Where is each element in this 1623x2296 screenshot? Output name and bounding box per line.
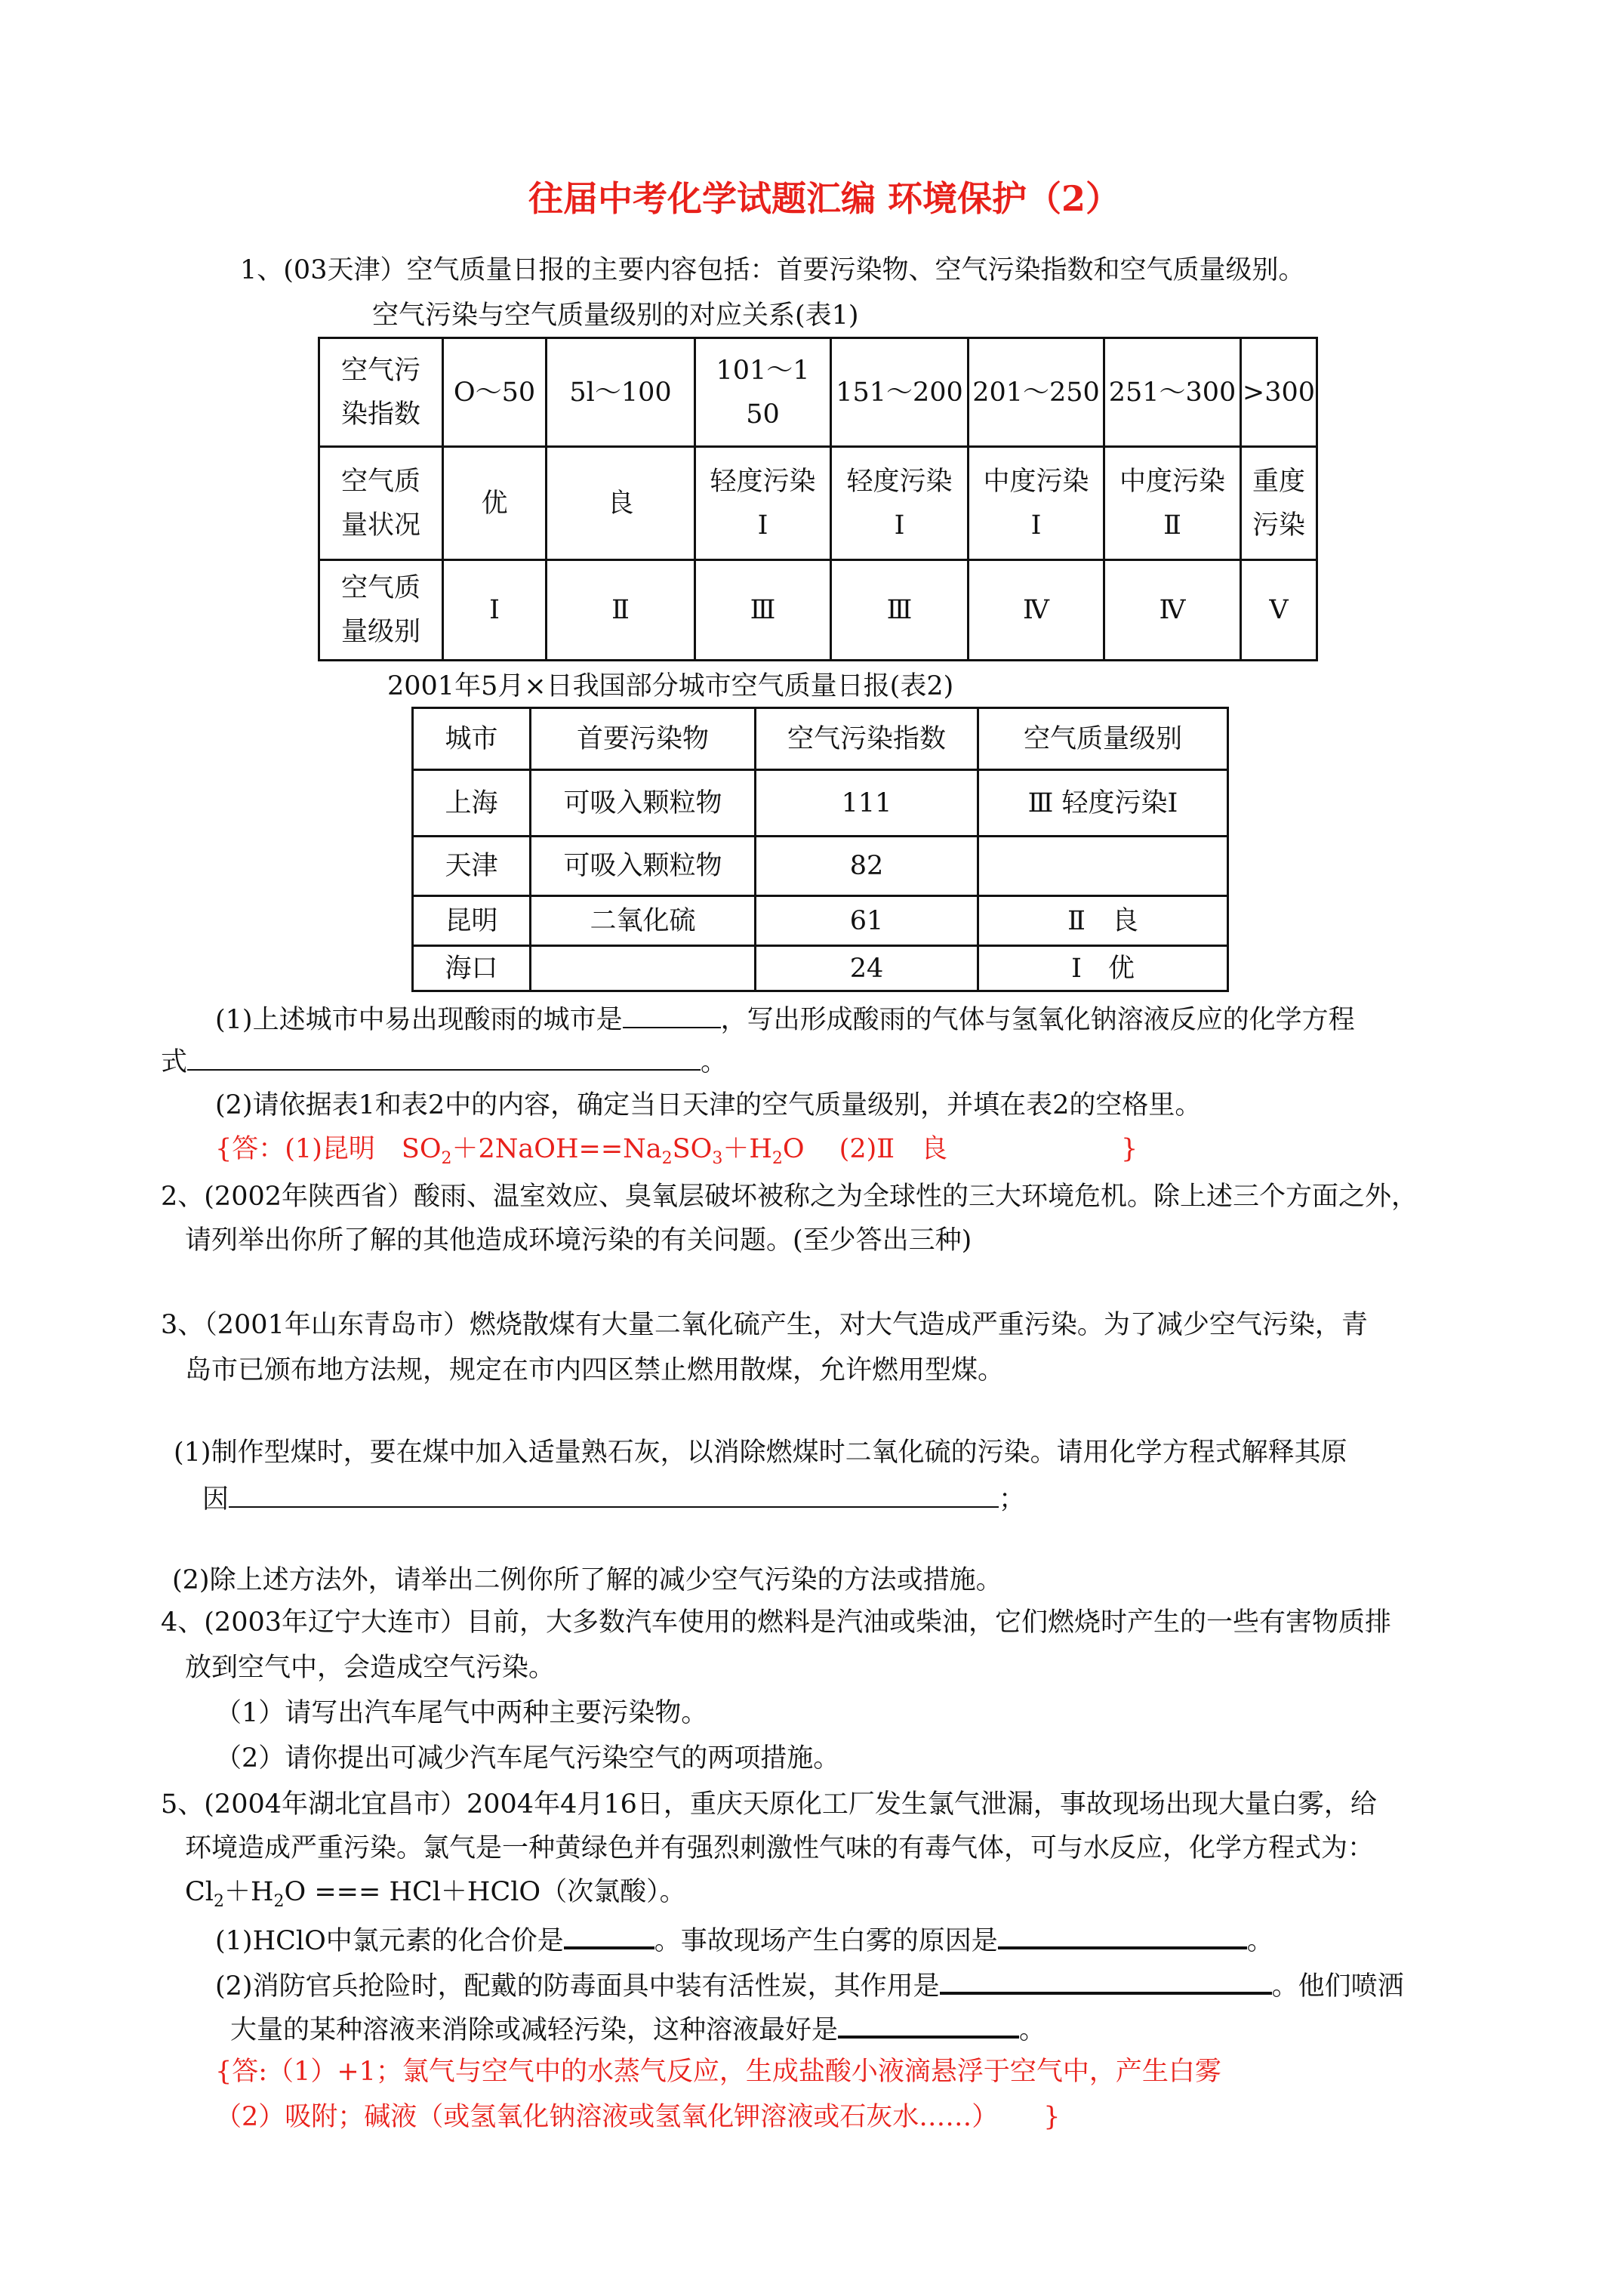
table2-cell: 可吸入颗粒物: [531, 837, 756, 896]
table2-header: 城市: [413, 708, 531, 770]
table1-cell: Ⅲ: [695, 560, 831, 661]
q4-part2: （2）请你提出可减少汽车尾气污染空气的两项措施。: [215, 1743, 840, 1774]
q4-part1: （1）请写出汽车尾气中两种主要污染物。: [215, 1698, 708, 1728]
tianjin-level-blank[interactable]: [978, 837, 1228, 896]
air-quality-level-table: [318, 337, 1318, 661]
table1-cell: >300: [1241, 338, 1317, 447]
table1-cell: 良: [547, 447, 695, 560]
table2-header: 空气污染指数: [756, 708, 978, 770]
q1-part1-line1: (1)上述城市中易出现酸雨的城市是 ，写出形成酸雨的气体与氢氧化钠溶液反应的化学方程: [215, 1003, 1355, 1035]
table2-cell: 上海: [413, 770, 531, 837]
q1-part2: (2)请依据表1和表2中的内容，确定当日天津的空气质量级别，并填在表2的空格里。: [215, 1090, 1202, 1120]
table1-cell: O～50: [443, 338, 547, 447]
table1-cell: 5l～100: [547, 338, 695, 447]
q1-intro: 1、(03天津）空气质量日报的主要内容包括：首要污染物、空气污染指数和空气质量级别。: [240, 255, 1305, 285]
table1-cell: Ⅱ: [547, 560, 695, 661]
table1-caption: 空气污染与空气质量级别的对应关系(表1): [372, 300, 859, 331]
table2-cell: 天津: [413, 837, 531, 896]
table2-cell: 海口: [413, 946, 531, 991]
answer-blank[interactable]: [998, 1922, 1247, 1949]
table1-cell: 空气质量级别: [319, 560, 443, 661]
table2-cell: Ⅰ 优: [978, 946, 1228, 991]
table1-cell: 101～1 50: [695, 338, 831, 447]
table2-cell: Ⅱ 良: [978, 896, 1228, 946]
q1-part1-line2: 式 。: [161, 1045, 727, 1077]
table2-cell: 昆明: [413, 896, 531, 946]
table1-cell: 中度污染Ⅱ: [1104, 447, 1241, 560]
answer-blank[interactable]: [187, 1045, 701, 1071]
table2-cell: 111: [756, 770, 978, 837]
answer-blank[interactable]: [229, 1482, 999, 1508]
table2-caption: 2001年5月×日我国部分城市空气质量日报(表2): [387, 671, 954, 701]
q5-part2: (2)消防官兵抢险时，配戴的防毒面具中装有活性炭，其作用是 。他们喷洒: [215, 1968, 1404, 2002]
table1-cell: 轻度污染Ⅰ: [831, 447, 969, 560]
table1-cell: 优: [443, 447, 547, 560]
table2-cell: 二氧化硫: [531, 896, 756, 946]
table2-cell: 24: [756, 946, 978, 991]
table2-header: 首要污染物: [531, 708, 756, 770]
city-air-quality-table: [411, 707, 1229, 992]
table1-cell: 151～200: [831, 338, 969, 447]
q5-equation: $Cl_2+H_2O$ === HCl＋HClO（次氯酸）。: [185, 1877, 686, 1911]
table2-cell: [531, 946, 756, 991]
answer-blank[interactable]: [838, 2011, 1019, 2039]
table2-cell: 82: [756, 837, 978, 896]
q3-part2: (2)除上述方法外，请举出二例你所了解的减少空气污染的方法或措施。: [172, 1565, 1002, 1595]
table1-cell: 中度污染Ⅰ: [969, 447, 1104, 560]
q3-line1: 3、（2001年山东青岛市）燃烧散煤有大量二氧化硫产生，对大气造成严重污染。为了减少空气污染，青: [161, 1310, 1368, 1340]
table1-cell: 轻度污染Ⅰ: [695, 447, 831, 560]
q5-answer-line2: （2）吸附；碱液（或氢氧化钠溶液或氢氧化钾溶液或石灰水……） }: [215, 2102, 1061, 2132]
answer-blank[interactable]: [564, 1922, 654, 1949]
answer-blank[interactable]: [940, 1968, 1272, 1995]
table1-cell: 重度污染: [1241, 447, 1317, 560]
table2-cell: 可吸入颗粒物: [531, 770, 756, 837]
q5-answer-line1: {答:（1）+1；氯气与空气中的水蒸气反应，生成盐酸小液滴悬浮于空气中，产生白雾: [215, 2057, 1221, 2087]
q3-part1-line1: (1)制作型煤时，要在煤中加入适量熟石灰，以消除燃煤时二氧化硫的污染。请用化学方程式解释其原: [174, 1438, 1347, 1468]
table1-cell: 201～250: [969, 338, 1104, 447]
answer-blank[interactable]: [623, 1003, 721, 1028]
table1-cell: 空气污染指数: [319, 338, 443, 447]
page-title: 往届中考化学试题汇编 环境保护（2）: [528, 178, 1121, 219]
q2-line1: 2、(2002年陕西省）酸雨、温室效应、臭氧层破坏被称之为全球性的三大环境危机。除上述三个方面之外，: [161, 1182, 1418, 1212]
table2-header: 空气质量级别: [978, 708, 1228, 770]
q5-part1: (1)HClO中氯元素的化合价是 。事故现场产生白雾的原因是 。: [215, 1922, 1273, 1956]
q5-line1: 5、(2004年湖北宜昌市）2004年4月16日，重庆天原化工厂发生氯气泄漏，事故现场出现大量白雾，给: [161, 1789, 1377, 1820]
q5-line2: 环境造成严重污染。氯气是一种黄绿色并有强烈刺激性气味的有毒气体，可与水反应，化学方程式为：: [185, 1833, 1375, 1863]
q2-line2: 请列举出你所了解的其他造成环境污染的有关问题。(至少答出三种): [185, 1225, 972, 1256]
table1-cell: Ⅳ: [969, 560, 1104, 661]
q1-answer: {答：(1)昆明 $SO_2+2NaOH==Na_2SO_3+H_2O$ (2)Ⅱ 良 }: [215, 1134, 1138, 1168]
q4-line2: 放到空气中，会造成空气污染。: [185, 1653, 556, 1683]
q3-part1-line2: 因 ；: [202, 1482, 1025, 1515]
table1-cell: Ⅲ: [831, 560, 969, 661]
q3-line2: 岛市已颁布地方法规，规定在市内四区禁止燃用散煤，允许燃用型煤。: [185, 1355, 1005, 1385]
q4-line1: 4、(2003年辽宁大连市）目前，大多数汽车使用的燃料是汽油或柴油，它们燃烧时产生的一些有害物质排: [161, 1607, 1391, 1638]
table1-cell: 251～300: [1104, 338, 1241, 447]
table2-cell: Ⅲ 轻度污染Ⅰ: [978, 770, 1228, 837]
table1-cell: Ⅳ: [1104, 560, 1241, 661]
table2-cell: 61: [756, 896, 978, 946]
table1-cell: V: [1241, 560, 1317, 661]
table1-cell: 空气质量状况: [319, 447, 443, 560]
table1-cell: Ⅰ: [443, 560, 547, 661]
q5-part3: 大量的某种溶液来消除或减轻污染，这种溶液最好是 。: [230, 2011, 1046, 2045]
